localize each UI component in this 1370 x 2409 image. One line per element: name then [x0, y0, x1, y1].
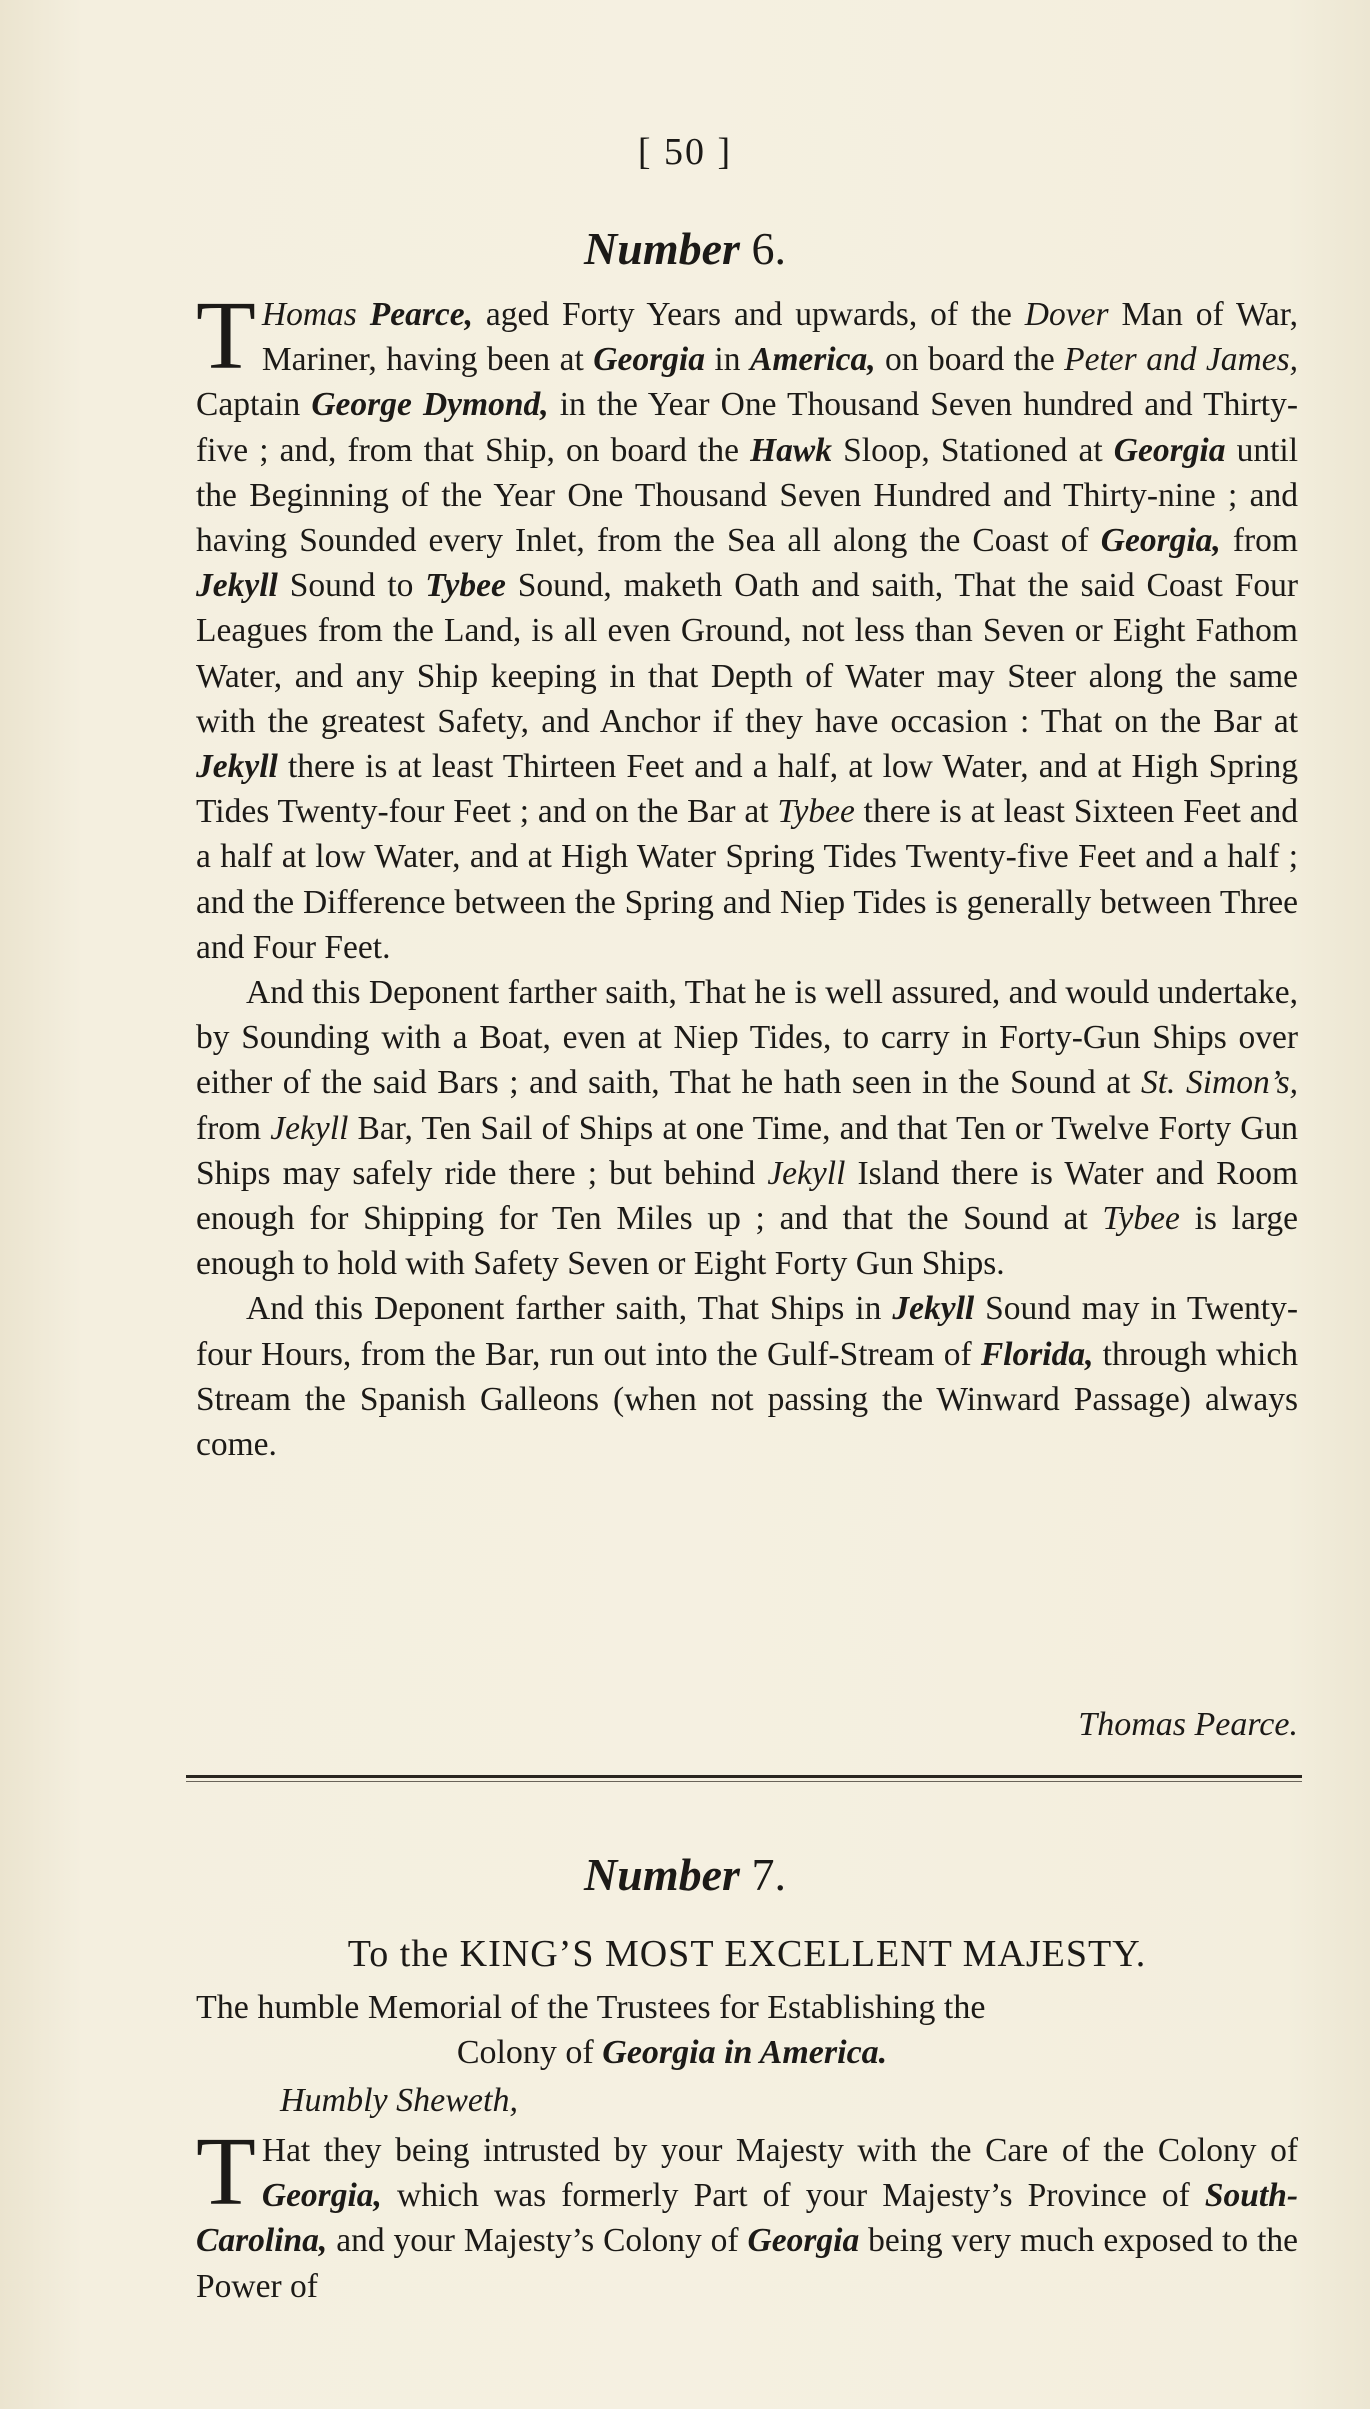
text-run: is large enough to hold with Safety Seven or Eight Forty Gun Ships.: [196, 1200, 1298, 1283]
memorial-line-2-italic: Georgia in America.: [602, 2034, 888, 2071]
text-run: until the Beginning of the Year One Thousand Seven Hundred and Thirty-nine ; and having Sounded every Inlet, from the Sea all along the Coast of: [196, 431, 1298, 560]
text-run: Georgia: [593, 341, 705, 379]
text-run: Jekyll: [892, 1290, 975, 1328]
text-run: Island there is Water and Room enough for Shipping for Ten Miles up ; and that the Sound at: [196, 1154, 1299, 1238]
text-run: Georgia,: [1100, 522, 1221, 560]
section-divider-thin: [186, 1781, 1302, 1782]
memorial-title: [196, 1985, 1298, 2075]
text-run: Bar, Ten Sail of Ships at one Time, and that Ten or Twelve Forty Gun Ships may safely ride there ; but behind: [196, 1109, 1298, 1192]
humbly-sheweth: Humbly Sheweth,: [280, 2082, 518, 2119]
drop-cap: T: [196, 282, 256, 390]
text-run: Sound may in Twenty-four Hours, from the Bar, run out into the Gulf-Stream of: [196, 1290, 1298, 1373]
text-run: aged Forty Years and upwards, of the: [472, 296, 1025, 333]
paragraph-runs: [196, 2118, 1299, 2305]
heading-word: Number: [584, 223, 740, 274]
deposition-text: [196, 282, 1299, 1467]
text-run: in: [704, 341, 750, 379]
text-run: St. Simon’s,: [1141, 1064, 1298, 1102]
text-run: from: [196, 1109, 271, 1147]
address-line: To the KING’S MOST EXCELLENT MAJESTY.: [347, 1933, 1147, 1975]
text-run: George Dymond,: [311, 386, 549, 424]
heading-number: 6.: [751, 223, 786, 274]
text-run: Sloop, Stationed at: [832, 431, 1114, 469]
text-run: Jekyll: [196, 748, 278, 786]
text-run: And this Deponent farther saith, That Ships in: [246, 1290, 893, 1328]
paragraph-runs: [196, 974, 1298, 1282]
text-run: Georgia: [1113, 431, 1226, 469]
text-run: Peter and James,: [1064, 341, 1299, 379]
text-run: Tybee: [425, 567, 506, 605]
text-run: Pearce,: [369, 296, 473, 333]
text-run: from: [1220, 522, 1298, 560]
signature: Thomas Pearce.: [1078, 1706, 1298, 1743]
text-run: which was formerly Part of your Majesty’s Province of: [381, 2177, 1205, 2215]
deposition-paragraph-3: [196, 1286, 1298, 1467]
text-run: Captain: [196, 386, 312, 424]
text-run: America,: [749, 341, 876, 379]
memorial-line-1: The humble Memorial of the Trustees for Establishing the: [196, 1989, 986, 2026]
section-divider: [186, 1775, 1302, 1778]
section-heading-number-7: [0, 1848, 1370, 1901]
memorial-paragraph-1: [196, 2118, 1299, 2309]
text-run: Florida,: [980, 1335, 1094, 1373]
text-run: Georgia: [747, 2222, 860, 2260]
text-run: and your Majesty’s Colony of: [327, 2222, 748, 2260]
memorial-line-2-plain: Colony of: [456, 2034, 603, 2071]
text-run: Sound, maketh Oath and saith, That the said Coast Four Leagues from the Land, is all even Ground, not less than Seven or Eight Fathom Water, and any Ship keeping in that Depth of Water may Steer along the same with the greatest Safety, and Anchor if they have occasion : That on the Bar at: [196, 567, 1298, 740]
text-run: Man of War, Mariner, having been at: [261, 296, 1298, 379]
text-run: Hawk: [750, 431, 833, 469]
text-run: Jekyll: [270, 1109, 349, 1147]
text-run: through which Stream the Spanish Galleons (when not passing the Winward Passage) always come.: [196, 1335, 1298, 1464]
text-run: Tybee: [777, 793, 855, 831]
text-run: South-Carolina,: [196, 2177, 1298, 2260]
paragraph-runs: [196, 282, 1299, 966]
deposition-paragraph-2: [196, 970, 1298, 1286]
text-run: Georgia,: [261, 2177, 382, 2215]
text-run: Hat they being intrusted by your Majesty with the Care of the Colony of: [261, 2132, 1298, 2169]
text-run: in the Year One Thousand Seven hundred and Thirty-five ; and, from that Ship, on board the: [196, 386, 1298, 469]
text-run: Jekyll: [196, 567, 278, 605]
drop-cap: T: [196, 2118, 256, 2226]
text-run: there is at least Sixteen Feet and a half at low Water, and at High Water Spring Tides Twenty-five Feet and a half ; and the Difference between the Spring and Niep Tides is generally between Three and Four Feet.: [196, 793, 1298, 966]
section-heading-number-6: [0, 222, 1370, 275]
text-run: there is at least Thirteen Feet and a half, at low Water, and at High Spring Tides Twenty-four Feet ; and on the Bar at: [196, 748, 1298, 831]
text-run: Sound to: [277, 567, 426, 605]
text-run: Jekyll: [767, 1154, 846, 1192]
text-run: on board the: [875, 341, 1065, 379]
text-run: Tybee: [1102, 1200, 1180, 1238]
heading-word: Number: [584, 1849, 740, 1900]
deposition-paragraph-1: [196, 282, 1299, 970]
text-run: being very much exposed to the Power of: [196, 2222, 1299, 2305]
text-run: And this Deponent farther saith, That he is well assured, and would undertake, by Sounding with a Boat, even at Niep Tides, to carry in Forty-Gun Ships over either of the said Bars ; and saith, That he hath seen in the Sound at: [196, 974, 1298, 1102]
memorial-line-2: [196, 2030, 1298, 2075]
page-number: [ 50 ]: [637, 131, 733, 173]
text-run: Dover: [1024, 296, 1109, 333]
heading-number: 7.: [751, 1849, 786, 1900]
text-run: Homas: [261, 296, 370, 333]
paragraph-runs: [196, 1290, 1298, 1463]
memorial-text: [196, 2118, 1299, 2309]
